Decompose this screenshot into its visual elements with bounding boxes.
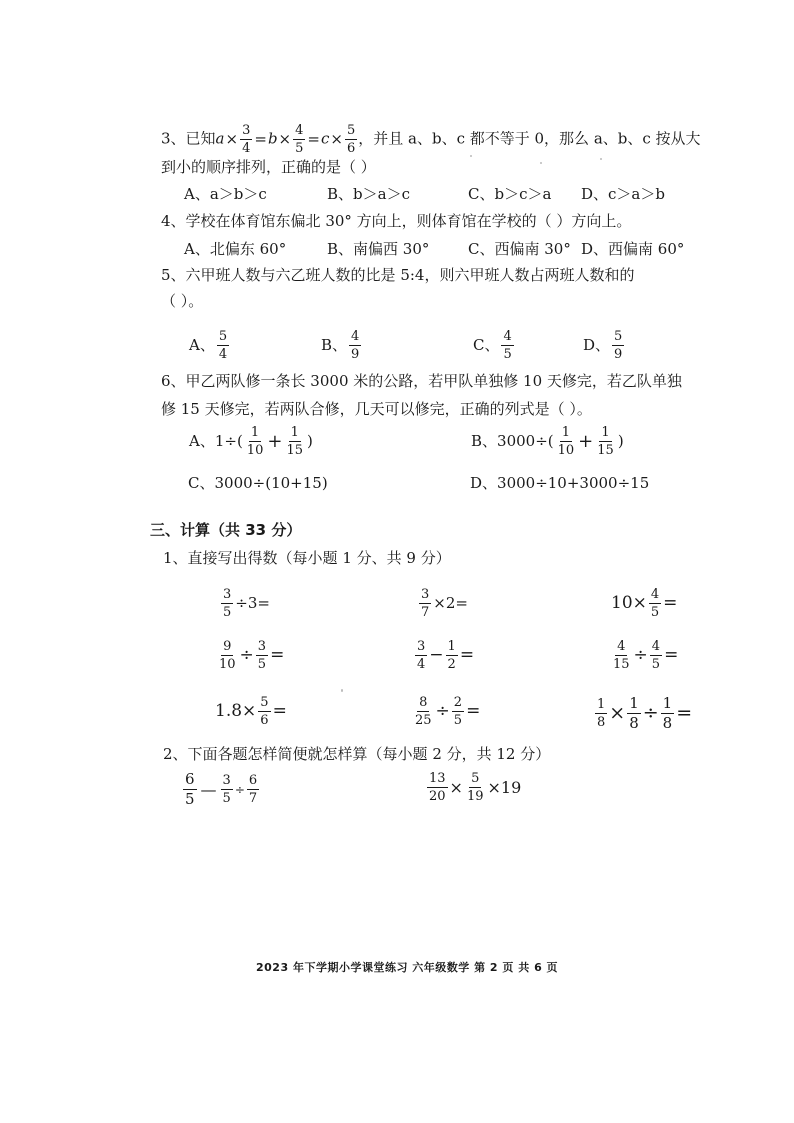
- numerator: 1: [290, 425, 299, 440]
- calc-r1c1: [220, 588, 271, 619]
- scan-speck: [600, 158, 602, 160]
- fraction: [501, 330, 513, 361]
- q4-option-a: A、北偏东 60°: [184, 240, 287, 258]
- fraction: [427, 772, 448, 803]
- simplify-expr-1: [182, 772, 260, 807]
- q6-line2: 修 15 天修完，若两队合修，几天可以修完，正确的列式是（ ）。: [161, 400, 592, 418]
- fraction: [612, 330, 624, 361]
- fraction: [221, 774, 233, 805]
- denominator: 7: [421, 605, 430, 620]
- expression-pre: 1.8×: [215, 701, 257, 721]
- operator: −: [429, 645, 444, 665]
- numerator: 4: [651, 639, 661, 654]
- denominator: 7: [248, 791, 258, 806]
- q5-line1: 5、六甲班人数与六乙班人数的比是 5:4，则六甲班人数占两班人数和的: [161, 266, 635, 284]
- denominator: 8: [629, 714, 639, 732]
- plus-sign: +: [578, 430, 594, 452]
- times-sign: ×: [449, 777, 463, 797]
- operator: ÷: [633, 645, 648, 665]
- numerator: 5: [218, 329, 228, 344]
- denominator: 6: [346, 141, 356, 156]
- expression-rest: ÷3=: [235, 594, 270, 612]
- numerator: 3: [242, 123, 251, 138]
- plus-sign: +: [267, 430, 283, 452]
- denominator: 6: [260, 713, 269, 728]
- numerator: 5: [614, 329, 623, 344]
- expression-rest: =: [272, 701, 287, 721]
- fraction: [217, 640, 238, 671]
- q6-option-a: [188, 426, 314, 457]
- scan-speck: [341, 689, 343, 692]
- fraction: [627, 696, 641, 731]
- q6-option-c: C、3000÷(10+15): [188, 474, 328, 492]
- numerator: 1: [662, 694, 673, 712]
- numerator: 1: [601, 425, 610, 440]
- numerator: 13: [429, 771, 446, 786]
- minus-sign: —: [200, 779, 217, 799]
- fraction: [661, 696, 675, 731]
- fraction: [415, 640, 427, 671]
- denominator: 5: [223, 605, 232, 620]
- q5-line2: （ ）。: [161, 292, 204, 310]
- fraction: [649, 588, 661, 619]
- denominator: 15: [597, 443, 614, 458]
- fraction: [183, 772, 197, 807]
- numerator: 3: [223, 587, 232, 602]
- denominator: 4: [218, 347, 228, 362]
- fraction: [413, 696, 434, 727]
- denominator: 5: [453, 713, 463, 728]
- denominator: 19: [466, 789, 484, 804]
- equals-sign: =: [254, 130, 267, 148]
- numerator: 5: [260, 695, 269, 710]
- denominator: 9: [351, 347, 360, 362]
- calc-r3c1: [214, 696, 288, 727]
- numerator: 3: [257, 639, 267, 654]
- calc-r2c2: [414, 640, 475, 671]
- close-paren: ): [306, 432, 313, 450]
- fraction: [419, 588, 431, 619]
- simplify-expr-2: [426, 772, 522, 803]
- calc-r1c2: [418, 588, 469, 619]
- var-c: c: [320, 129, 330, 148]
- operator: ÷: [435, 701, 450, 721]
- denominator: 5: [185, 790, 195, 808]
- denominator: 20: [429, 789, 446, 804]
- calc-r2c3: [610, 640, 679, 671]
- q5-option-a: [188, 330, 230, 361]
- times-sign: ×: [225, 130, 239, 148]
- q3-option-a: A、a＞b＞c: [184, 185, 267, 203]
- q4-option-c: C、西偏南 30°: [468, 240, 571, 258]
- fraction: [256, 640, 268, 671]
- expression-rest: ×2=: [433, 594, 468, 612]
- fraction: [595, 698, 607, 729]
- numerator: 8: [419, 695, 428, 710]
- q3-option-d: D、c＞a＞b: [581, 185, 665, 203]
- q4-text: 4、学校在体育馆东偏北 30° 方向上，则体育馆在学校的（ ）方向上。: [161, 212, 632, 230]
- numerator: 3: [421, 587, 430, 602]
- denominator: 5: [222, 791, 231, 806]
- option-label: D、: [583, 336, 611, 354]
- q3-option-b: B、b＞a＞c: [327, 185, 410, 203]
- fraction: [221, 588, 233, 619]
- denominator: 5: [503, 347, 512, 362]
- q5-option-c: [472, 330, 515, 361]
- denominator: 9: [614, 347, 623, 362]
- q3-prefix: 3、已知: [161, 129, 216, 148]
- calc-r3c3: [594, 696, 693, 731]
- q5-option-d: [582, 330, 625, 361]
- q6-line1: 6、甲乙两队修一条长 3000 米的公路，若甲队单独修 10 天修完，若乙队单独: [161, 372, 682, 390]
- denominator: 10: [557, 443, 575, 458]
- denominator: 5: [257, 657, 267, 672]
- fraction: [245, 426, 266, 457]
- fraction: [452, 696, 464, 727]
- q6-option-d: D、3000÷10+3000÷15: [470, 474, 650, 492]
- denominator: 15: [286, 443, 303, 458]
- scan-speck: [470, 155, 472, 157]
- fraction: [349, 330, 361, 361]
- calc-r2c1: [216, 640, 285, 671]
- section-3-sub1: 1、直接写出得数（每小题 1 分、共 9 分）: [163, 549, 451, 567]
- fraction: [258, 696, 270, 727]
- fraction: [284, 426, 305, 457]
- fraction: [240, 124, 252, 155]
- fraction: [247, 774, 259, 805]
- option-label: C、: [473, 336, 500, 354]
- option-text: B、3000÷(: [471, 432, 554, 450]
- denominator: 5: [650, 605, 660, 620]
- q6-option-b: [470, 426, 625, 457]
- page-footer: 2023 年下学期小学课堂练习 六年级数学 第 2 页 共 6 页: [256, 961, 559, 974]
- expression-rest: =: [466, 701, 481, 721]
- expression-rest: ×19: [487, 777, 522, 797]
- numerator: 4: [503, 329, 512, 344]
- numerator: 4: [617, 639, 626, 654]
- fraction: [611, 640, 632, 671]
- numerator: 1: [561, 425, 571, 440]
- expression-pre: 10×: [611, 593, 647, 613]
- option-label: A、: [189, 336, 215, 354]
- denominator: 25: [415, 713, 432, 728]
- q5-option-b: [320, 330, 362, 361]
- operator: ÷: [239, 645, 254, 665]
- numerator: 4: [295, 123, 304, 138]
- option-text: A、1÷(: [189, 432, 243, 450]
- q3-suffix: ，并且 a、b、c 都不等于 0，那么 a、b、c 按从大: [358, 129, 701, 148]
- scan-speck: [540, 162, 542, 164]
- denominator: 2: [447, 657, 456, 672]
- denominator: 5: [651, 657, 661, 672]
- close-paren: ): [617, 432, 624, 450]
- denominator: 4: [417, 657, 426, 672]
- option-label: B、: [321, 336, 348, 354]
- numerator: 9: [223, 639, 232, 654]
- numerator: 3: [417, 639, 426, 654]
- denominator: 5: [295, 141, 304, 156]
- numerator: 3: [222, 773, 231, 788]
- numerator: 1: [629, 694, 639, 712]
- numerator: 4: [351, 329, 360, 344]
- operator: ×: [609, 702, 626, 724]
- calc-r3c2: [412, 696, 481, 727]
- fraction: [217, 330, 229, 361]
- fraction: [650, 640, 662, 671]
- denominator: 10: [219, 657, 236, 672]
- times-sign: ×: [330, 130, 343, 148]
- var-b: b: [267, 129, 278, 148]
- equals-sign: =: [307, 130, 320, 148]
- denominator: 8: [597, 715, 606, 730]
- expression-rest: =: [664, 645, 679, 665]
- q3-option-c: C、b＞c＞a: [468, 185, 552, 203]
- numerator: 2: [453, 695, 463, 710]
- calc-r1c3: [610, 588, 678, 619]
- section-3-sub2: 2、下面各题怎样简便就怎样算（每小题 2 分，共 12 分）: [163, 745, 551, 763]
- q4-option-d: D、西偏南 60°: [581, 240, 685, 258]
- numerator: 1: [597, 697, 606, 712]
- numerator: 1: [447, 639, 456, 654]
- denominator: 8: [662, 714, 673, 732]
- numerator: 5: [346, 123, 356, 138]
- fraction: [293, 124, 305, 155]
- expression-rest: =: [459, 645, 475, 665]
- fraction: [345, 124, 357, 155]
- section-3-title: 三、计算（共 33 分）: [150, 521, 302, 539]
- var-a: a: [215, 129, 225, 148]
- fraction: [446, 640, 458, 671]
- fraction: [556, 426, 577, 457]
- expression-rest: =: [270, 645, 285, 665]
- numerator: 1: [250, 425, 260, 440]
- numerator: 6: [248, 773, 258, 788]
- numerator: 5: [471, 771, 480, 786]
- times-sign: ×: [278, 130, 292, 148]
- denominator: 4: [242, 141, 251, 156]
- q4-option-b: B、南偏西 30°: [327, 240, 430, 258]
- operator: ÷: [642, 702, 659, 724]
- q3-line2: 到小的顺序排列，正确的是（ ）: [161, 158, 376, 176]
- denominator: 10: [246, 443, 264, 458]
- fraction: [595, 426, 616, 457]
- divide-sign: ÷: [234, 782, 245, 797]
- numerator: 6: [185, 770, 195, 788]
- expression-rest: =: [663, 593, 678, 613]
- numerator: 4: [650, 587, 660, 602]
- fraction: [465, 772, 486, 803]
- expression-rest: =: [676, 702, 693, 724]
- q3-line1: [161, 124, 701, 155]
- denominator: 15: [613, 657, 630, 672]
